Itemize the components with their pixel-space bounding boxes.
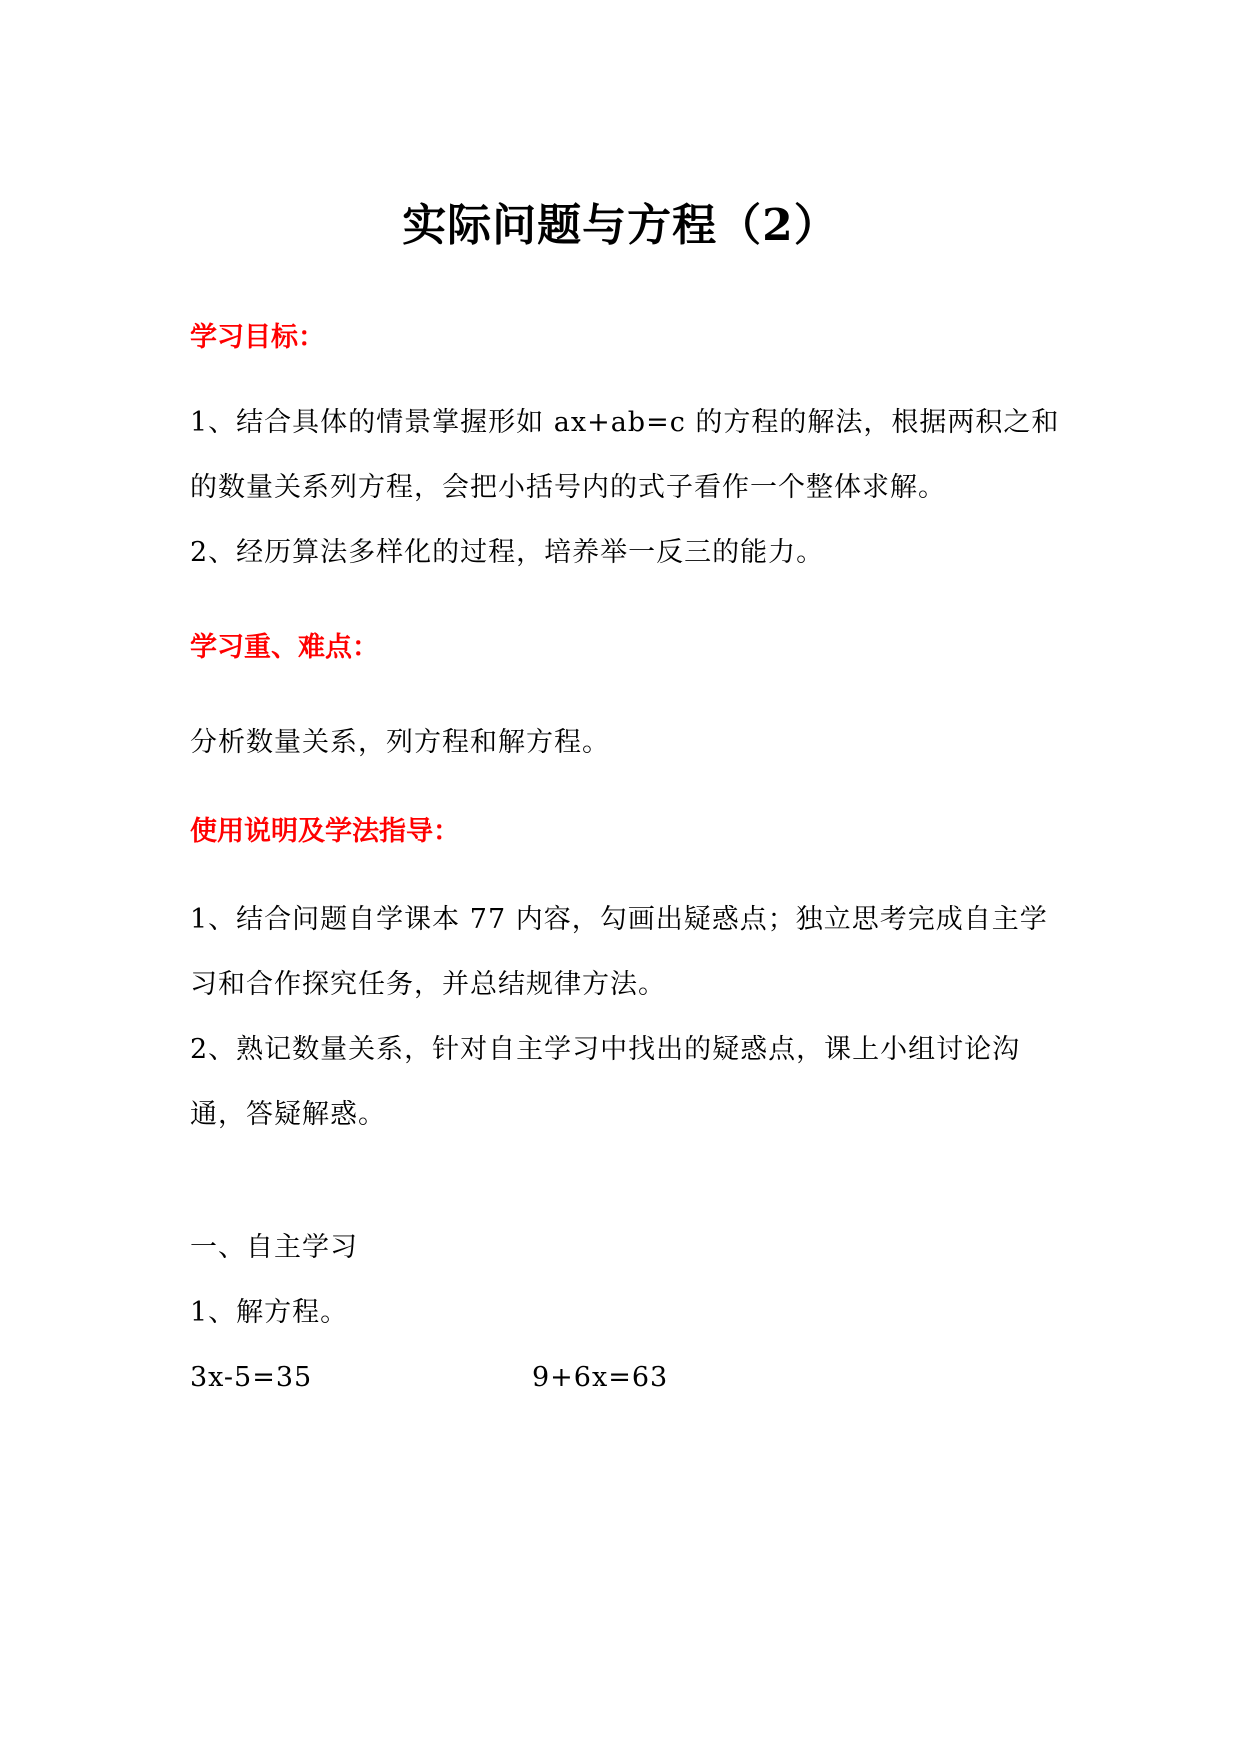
question-1: 1、解方程。 <box>190 1297 349 1328</box>
instruction-item-1: 1、结合问题自学课本 77 内容，勾画出疑惑点；独立思考完成自主学习和合作探究任务，并总结规律方法。 <box>190 904 1048 1000</box>
instructions-heading: 使用说明及学法指导： <box>190 816 460 847</box>
equation-2: 9+6x=63 <box>532 1362 669 1393</box>
instruction-item-2: 2、熟记数量关系，针对自主学习中找出的疑惑点，课上小组讨论沟通，答疑解惑。 <box>190 1034 1021 1130</box>
equation-1: 3x-5=35 <box>190 1362 313 1393</box>
objective-item-2: 2、经历算法多样化的过程，培养举一反三的能力。 <box>190 537 825 568</box>
page-title: 实际问题与方程（2） <box>402 200 839 251</box>
objectives-heading: 学习目标： <box>190 322 325 353</box>
key-points-text: 分析数量关系，列方程和解方程。 <box>190 727 610 758</box>
key-points-heading: 学习重、难点： <box>190 632 379 663</box>
section-self-study: 一、自主学习 <box>190 1232 358 1263</box>
objective-item-1: 1、结合具体的情景掌握形如 ax+ab=c 的方程的解法，根据两积之和的数量关系列方程，会把小括号内的式子看作一个整体求解。 <box>190 407 1060 503</box>
